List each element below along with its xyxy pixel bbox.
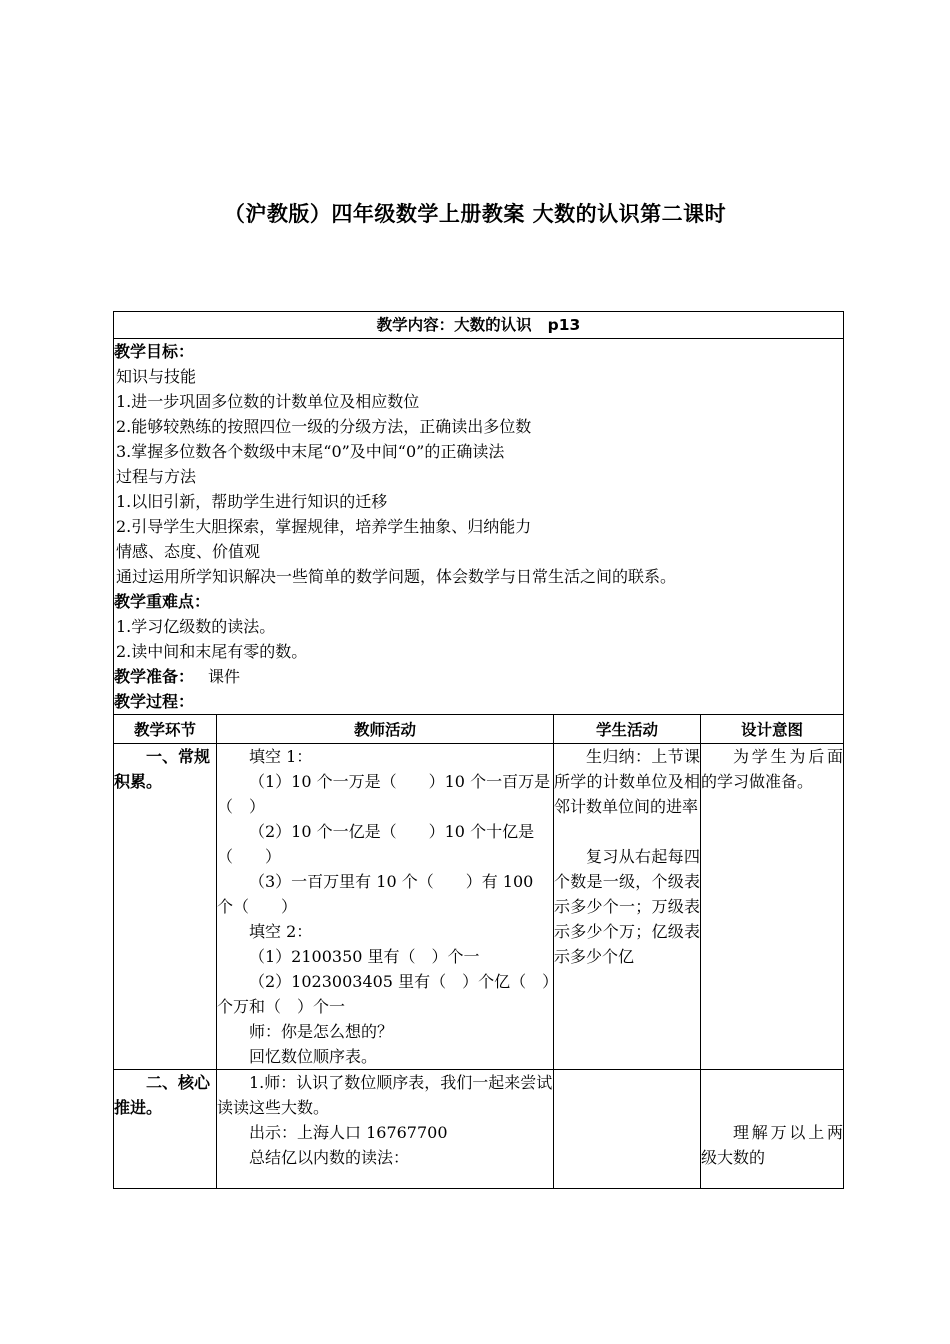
objectives-heading: 教学目标： <box>114 342 195 361</box>
intent-text: 为学生为后面的学习做准备。 <box>701 747 843 791</box>
table-row <box>114 1070 844 1189</box>
objectives-section <box>114 339 844 715</box>
student-line: 生归纳：上节课所学的计数单位及相邻计数单位间的进率 <box>554 747 700 816</box>
objective-line: 3.掌握多位数各个数级中末尾“0”及中间“0”的正确读法 <box>116 442 505 461</box>
teacher-line: 填空 1： <box>249 747 313 766</box>
objective-line: 1.进一步巩固多位数的计数单位及相应数位 <box>116 392 420 411</box>
process-heading: 教学过程： <box>114 692 195 711</box>
content-header <box>114 312 844 339</box>
stage-cell: 二、核心推进。 <box>114 1070 217 1189</box>
design-intent-cell <box>701 744 844 1070</box>
teacher-line: 师：你是怎么想的？ <box>249 1022 394 1041</box>
teacher-line: （1）2100350 里有（ ）个一 <box>249 947 480 966</box>
lesson-plan-table <box>113 311 844 1189</box>
intent-text: 理解万以上两级大数的 <box>701 1123 843 1167</box>
column-header-teacher: 教师活动 <box>217 715 554 744</box>
page-title: （沪教版）四年级数学上册教案 大数的认识第二课时 <box>223 202 727 226</box>
content-page: p13 <box>547 316 581 334</box>
teacher-line: （2）1023003405 里有（ ）个亿（ ）个万和（ ）个一 <box>217 972 551 1016</box>
key-point-line: 1.学习亿级数的读法。 <box>116 617 276 636</box>
objective-line: 2.能够较熟练的按照四位一级的分级方法，正确读出多位数 <box>116 417 532 436</box>
key-point-line: 2.读中间和末尾有零的数。 <box>116 642 308 661</box>
table-row <box>114 744 844 1070</box>
objective-line: 过程与方法 <box>116 467 197 486</box>
prep-heading: 教学准备： <box>114 667 195 686</box>
stage-cell: 一、常规积累。 <box>114 744 217 1070</box>
teacher-line: 总结亿以内数的读法： <box>249 1148 410 1167</box>
student-line: 复习从右起每四个数是一级，个级表示多少个一；万级表示多少个万；亿级表示多少个亿 <box>554 847 700 966</box>
teacher-activity-cell <box>217 1070 554 1189</box>
objective-line: 情感、态度、价值观 <box>116 542 261 561</box>
teacher-line: 回忆数位顺序表。 <box>249 1047 378 1066</box>
teacher-line: （1）10 个一万是（ ）10 个一百万是（ ） <box>217 772 551 816</box>
objective-line: 知识与技能 <box>116 367 197 386</box>
student-activity-cell <box>554 1070 701 1189</box>
teacher-activity-cell <box>217 744 554 1070</box>
teacher-line: （3）一百万里有 10 个（ ）有 100 个（ ） <box>217 872 534 916</box>
teacher-line: （2）10 个一亿是（ ）10 个十亿是（ ） <box>217 822 535 866</box>
prep-value: 课件 <box>208 667 241 686</box>
column-header-intent: 设计意图 <box>701 715 844 744</box>
teacher-line: 出示：上海人口 16767700 <box>249 1123 448 1142</box>
teacher-line: 1.师：认识了数位顺序表，我们一起来尝试读读这些大数。 <box>217 1073 553 1117</box>
objective-line: 通过运用所学知识解决一些简单的数学问题，体会数学与日常生活之间的联系。 <box>116 567 677 586</box>
design-intent-cell <box>701 1070 844 1189</box>
student-activity-cell <box>554 744 701 1070</box>
key-points-heading: 教学重难点： <box>114 592 211 611</box>
objective-line: 2.引导学生大胆探索，掌握规律，培养学生抽象、归纳能力 <box>116 517 532 536</box>
content-label: 教学内容：大数的认识 <box>376 316 532 334</box>
column-header-stage: 教学环节 <box>114 715 217 744</box>
teacher-line: 填空 2： <box>249 922 313 941</box>
objective-line: 1.以旧引新，帮助学生进行知识的迁移 <box>116 492 388 511</box>
column-header-student: 学生活动 <box>554 715 701 744</box>
